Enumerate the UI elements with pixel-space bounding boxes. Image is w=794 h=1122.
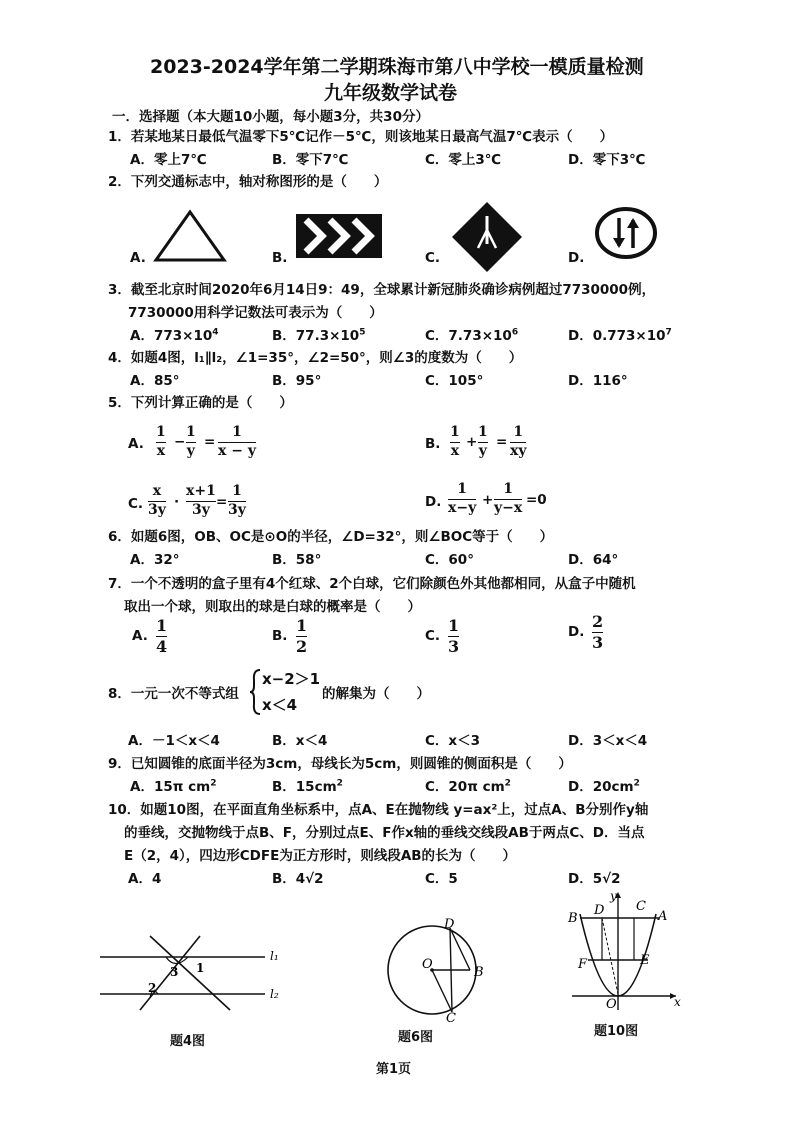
fig10-axis-x: x (674, 995, 681, 1009)
q7-option-d-frac: 2 3 (592, 612, 604, 652)
q5a-frac1: 1 x (156, 424, 166, 459)
q5c-frac2: x+1 3y (186, 483, 216, 518)
question-3-stem-line1: 3．截至北京时间2020年6月14日9：49，全球累计新冠肺炎确诊病例超过7730000例， (108, 282, 656, 298)
figure-4-caption: 题4图 (170, 1034, 206, 1049)
q2-label-c: C. (425, 250, 441, 266)
q5b-frac2: 1 y (478, 424, 488, 459)
q3-option-c: C．$7.73\times 10^6$ (425, 327, 519, 344)
q1-option-b: B．零下7℃ (272, 152, 349, 168)
q5a-frac3: 1 x − y (218, 424, 256, 459)
q7-label-a: A. (132, 628, 148, 644)
q6-option-b: B．58° (272, 552, 322, 568)
question-10-stem-line2: 的垂线，交抛物线于点B、F，分别过点E、F作x轴的垂线交线段AB于两点C、D．当点 (124, 825, 645, 841)
q1-option-c: C．零上3℃ (425, 152, 502, 168)
q8-option-c: C．x＜3 (425, 733, 481, 749)
figure-4-diagram (100, 930, 290, 1010)
q5b-frac3: 1 xy (510, 424, 527, 459)
q5b-eq: = (496, 434, 508, 450)
fig6-point-d: D (444, 917, 455, 932)
figure-10-caption: 题10图 (594, 1024, 639, 1039)
q9-option-a: A．15π $cm^2$ (130, 778, 217, 795)
q5-label-b: B. (425, 436, 441, 452)
q5-label-a: A. (128, 436, 144, 452)
q3-option-a: A．$773\times 10^4$ (130, 327, 219, 344)
q2-label-a: A. (130, 250, 146, 266)
system-brace (250, 668, 262, 716)
q9-option-b: B．$15cm^2$ (272, 778, 343, 795)
q7-label-b: B. (272, 628, 288, 644)
question-3-stem-line2: 7730000用科学记数法可表示为（ ） (128, 305, 383, 321)
q1-option-d: D．零下3℃ (568, 152, 646, 168)
q5c-frac1: x 3y (148, 483, 166, 518)
fig10-point-d: D (594, 903, 605, 918)
q8-inequality-1: x−2＞1 (262, 670, 321, 688)
q5-label-d: D. (425, 494, 442, 510)
question-6-stem: 6．如题6图，OB、OC是⊙O的半径，∠D=32°，则∠BOC等于（ ） (108, 529, 554, 545)
fig10-point-b: B (568, 911, 578, 926)
q5c-frac3: 1 3y (228, 483, 246, 518)
q5d-eq: =0 (526, 492, 547, 508)
q7-option-a-frac: 1 4 (156, 616, 168, 656)
question-7-stem-line1: 7．一个不透明的盒子里有4个红球、2个白球，它们除颜色外其他都相同，从盒子中随机 (108, 576, 636, 592)
q5a-eq: = (204, 434, 216, 450)
q5b-op: + (466, 434, 478, 450)
fig10-point-f: F (578, 957, 588, 972)
question-8-suffix: 的解集为（ ） (322, 686, 430, 702)
q10-option-d: D．5√2 (568, 871, 621, 887)
q8-option-a: A．－1＜x＜4 (128, 733, 220, 749)
q10-option-a: A．4 (128, 871, 162, 887)
fig6-point-b: B (474, 965, 484, 980)
q5c-eq: = (216, 494, 228, 510)
q8-option-d: D．3＜x＜4 (568, 733, 648, 749)
q3-option-b: B．$77.3\times 10^5$ (272, 327, 366, 344)
fig4-angle-3: 3 (170, 965, 179, 979)
q7-option-b-frac: 1 2 (296, 616, 308, 656)
q7-label-c: C. (425, 628, 441, 644)
question-10-stem-line1: 10．如题10图，在平面直角坐标系中，点A、E在抛物线 y=ax²上，过点A、B分别作y轴 (108, 802, 649, 818)
figure-6-diagram (384, 917, 494, 1026)
question-2-stem: 2．下列交通标志中，轴对称图形的是（ ） (108, 174, 388, 190)
q4-option-a: A．85° (130, 373, 180, 389)
fig4-line-l2: l₂ (270, 987, 279, 1001)
fig4-angle-2: 2 (148, 981, 157, 995)
q9-option-c: C．20π $cm^2$ (425, 778, 511, 795)
q7-option-c-frac: 1 3 (448, 616, 460, 656)
page-number: 第1页 (376, 1062, 412, 1077)
figure-6-caption: 题6图 (398, 1030, 434, 1045)
question-9-stem: 9．已知圆锥的底面半径为3cm，母线长为5cm，则圆锥的侧面积是（ ） (108, 756, 572, 772)
q4-option-c: C．105° (425, 373, 484, 389)
diamond-sign-icon (450, 200, 524, 274)
q6-option-c: C．60° (425, 552, 474, 568)
fig10-point-a: A (658, 909, 668, 924)
q2-label-d: D. (568, 250, 585, 266)
question-4-stem: 4．如题4图，l₁∥l₂，∠1=35°，∠2=50°，则∠3的度数为（ ） (108, 350, 523, 366)
fig10-point-c: C (636, 899, 646, 914)
q6-option-a: A．32° (130, 552, 180, 568)
two-way-arrows-sign-icon (594, 206, 658, 260)
question-5-stem: 5．下列计算正确的是（ ） (108, 395, 293, 411)
fig10-axis-y: y (610, 889, 617, 903)
q9-option-d: D．$20cm^2$ (568, 778, 640, 795)
q5d-frac1: 1 x−y (448, 481, 477, 516)
q5d-op: + (482, 492, 494, 508)
q3-option-d: D．$0.773\times 10^7$ (568, 327, 672, 344)
exam-subtitle: 九年级数学试卷 (324, 82, 458, 104)
chevron-sign-icon (296, 214, 382, 258)
question-10-stem-line3: E（2，4），四边形CDFE为正方形时，则线段AB的长为（ ） (124, 848, 517, 864)
q5c-op: · (174, 494, 180, 510)
triangle-sign-icon (152, 208, 228, 264)
q4-option-b: B．95° (272, 373, 322, 389)
q1-option-a: A．零上7℃ (130, 152, 207, 168)
q10-option-c: C．5 (425, 871, 458, 887)
fig4-line-l1: l₁ (270, 949, 279, 963)
section-heading: 一．选择题（本大题10小题，每小题3分，共30分） (112, 109, 429, 125)
fig10-origin-o: O (606, 997, 617, 1012)
figure-10-diagram (566, 888, 686, 1014)
q5d-frac2: 1 y−x (494, 481, 523, 516)
q8-inequality-2: x＜4 (262, 696, 298, 714)
fig6-point-o: O (422, 957, 433, 972)
q7-label-d: D. (568, 624, 585, 640)
q5a-op: − (174, 434, 186, 450)
fig4-angle-1: 1 (196, 961, 205, 975)
question-1-stem: 1．若某地某日最低气温零下5℃记作－5℃，则该地某日最高气温7℃表示（ ） (108, 129, 614, 145)
q6-option-d: D．64° (568, 552, 619, 568)
fig6-point-c: C (446, 1011, 456, 1026)
q2-label-b: B. (272, 250, 288, 266)
q10-option-b: B．4√2 (272, 871, 324, 887)
q5-label-c: C. (128, 496, 144, 512)
q4-option-d: D．116° (568, 373, 628, 389)
exam-title: 2023-2024学年第二学期珠海市第八中学校一模质量检测 (150, 56, 644, 78)
q5a-frac2: 1 y (186, 424, 196, 459)
question-7-stem-line2: 取出一个球，则取出的球是白球的概率是（ ） (124, 599, 421, 615)
q8-option-b: B．x＜4 (272, 733, 328, 749)
fig10-point-e: E (640, 953, 650, 968)
question-8-prefix: 8．一元一次不等式组 (108, 686, 239, 702)
q5b-frac1: 1 x (450, 424, 460, 459)
